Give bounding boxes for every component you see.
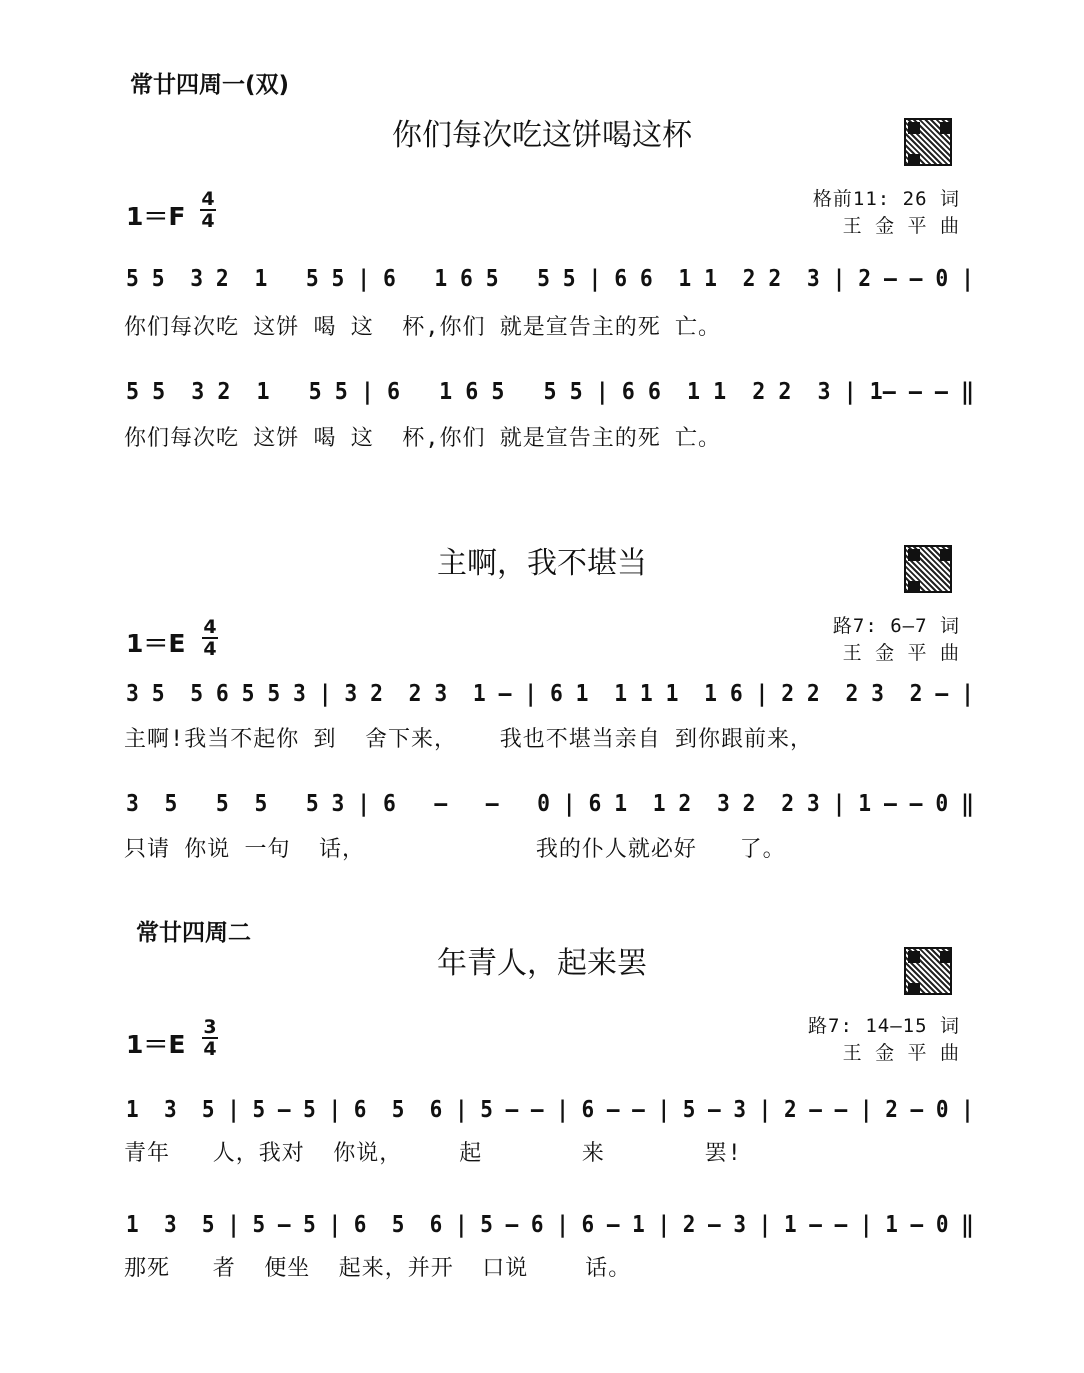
lyrics-line: 那死 者 便坐 起来，并开 口说 话。 bbox=[124, 1256, 632, 1281]
time-top: 3 bbox=[203, 1016, 217, 1038]
music-credit: 王 金 平 曲 bbox=[842, 642, 960, 664]
lyrics-credit: 路7: 6–7 词 bbox=[832, 615, 960, 637]
time-bottom: 4 bbox=[203, 1038, 217, 1060]
time-top: 4 bbox=[203, 616, 217, 638]
song-title: 主啊，我不堪当 bbox=[437, 546, 647, 581]
lyrics-line: 只请 你说 一句 话， 我的仆人就必好 了。 bbox=[124, 837, 786, 862]
qr-code-icon bbox=[904, 947, 952, 995]
key-signature: 1＝E bbox=[126, 1030, 186, 1059]
song-title: 年青人，起来罢 bbox=[437, 946, 647, 981]
time-signature bbox=[198, 190, 218, 230]
section-heading: 常廿四周一(双) bbox=[130, 72, 290, 98]
music-credit: 王 金 平 曲 bbox=[842, 215, 960, 237]
key-signature: 1＝F bbox=[126, 202, 186, 231]
song-title: 你们每次吃这饼喝这杯 bbox=[392, 118, 692, 153]
lyrics-line: 你们每次吃 这饼 喝 这 杯,你们 就是宣告主的死 亡。 bbox=[124, 315, 721, 340]
lyrics-line: 主啊!我当不起你 到 舍下来， 我也不堪当亲自 到你跟前来， bbox=[124, 727, 813, 752]
lyrics-credit: 格前11: 26 词 bbox=[812, 188, 960, 210]
lyrics-line: 青年 人，我对 你说， 起 来 罢! bbox=[124, 1141, 742, 1166]
time-signature bbox=[200, 618, 220, 658]
qr-code-icon bbox=[904, 545, 952, 593]
notation-line: 3 5 5 5 5 3 | 6 – – 0 | 6 1 1 2 3 2 2 3 | 1 – – 0 ‖ bbox=[126, 791, 974, 817]
notation-line: 3 5 5 6 5 5 3 | 3 2 2 3 1 – | 6 1 1 1 1 1 6 | 2 2 2 3 2 – | bbox=[126, 681, 974, 707]
section-heading: 常廿四周二 bbox=[136, 920, 251, 946]
notation-line: 1 3 5 | 5 – 5 | 6 5 6 | 5 – – | 6 – – | 5 – 3 | 2 – – | 2 – 0 | bbox=[126, 1097, 974, 1123]
lyrics-credit: 路7: 14–15 词 bbox=[808, 1015, 960, 1037]
qr-code-icon bbox=[904, 118, 952, 166]
time-signature bbox=[200, 1018, 220, 1058]
notation-line: 5 5 3 2 1 5 5 | 6 1 6 5 5 5 | 6 6 1 1 2 2 3 | 1– – – ‖ bbox=[126, 379, 975, 405]
notation-line: 5 5 3 2 1 5 5 | 6 1 6 5 5 5 | 6 6 1 1 2 2 3 | 2 – – 0 | bbox=[126, 266, 974, 292]
time-bottom: 4 bbox=[201, 210, 215, 232]
lyrics-line: 你们每次吃 这饼 喝 这 杯,你们 就是宣告主的死 亡。 bbox=[124, 426, 721, 451]
key-signature: 1＝E bbox=[126, 629, 186, 658]
notation-line: 1 3 5 | 5 – 5 | 6 5 6 | 5 – 6 | 6 – 1 | 2 – 3 | 1 – – | 1 – 0 ‖ bbox=[126, 1212, 974, 1238]
music-credit: 王 金 平 曲 bbox=[842, 1042, 960, 1064]
time-bottom: 4 bbox=[203, 638, 217, 660]
time-top: 4 bbox=[201, 188, 215, 210]
